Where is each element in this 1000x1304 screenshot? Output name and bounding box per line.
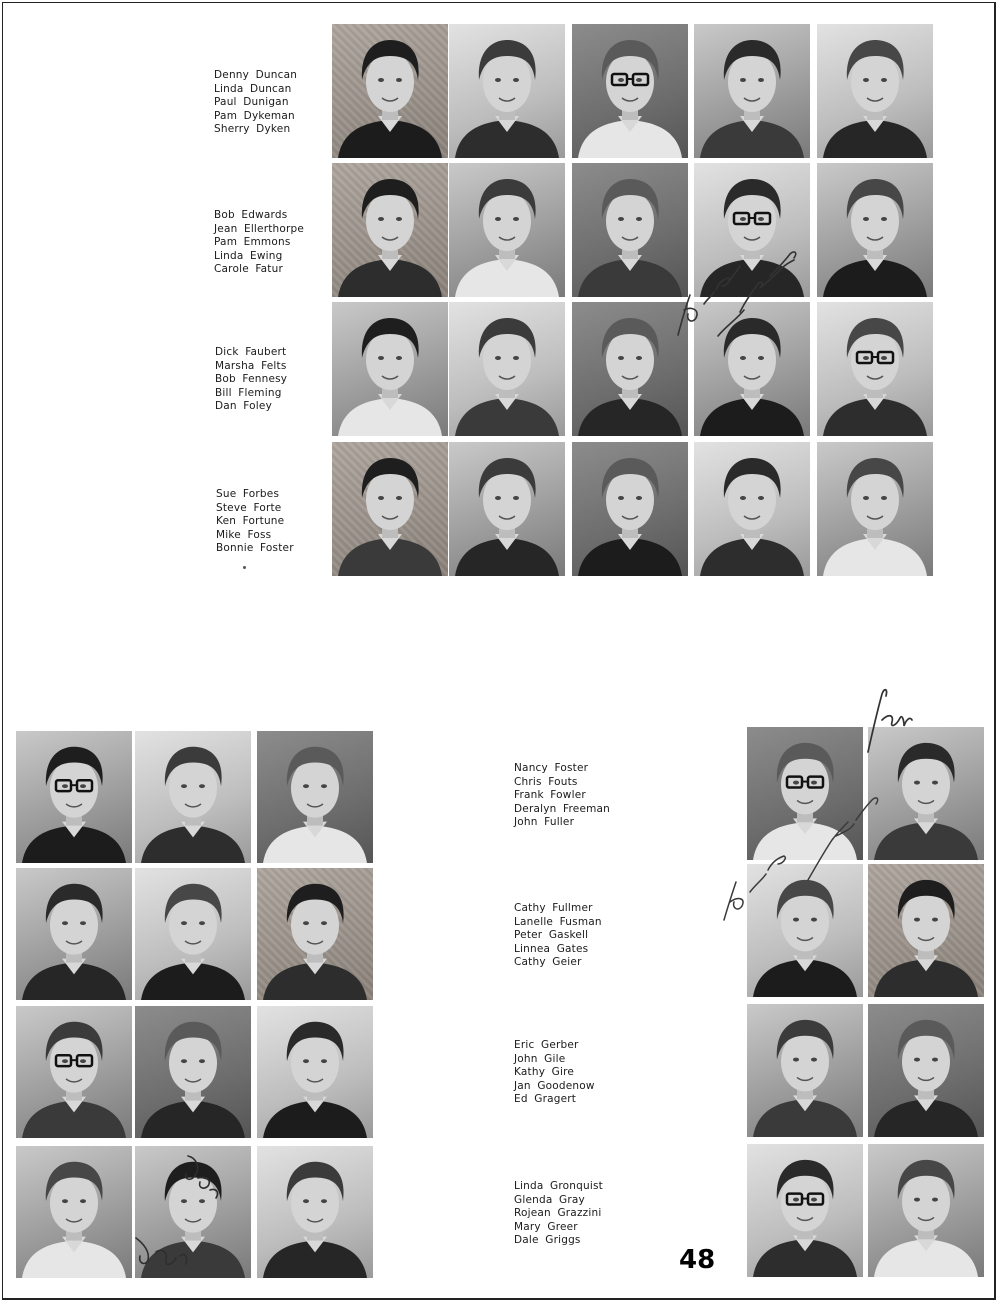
signature-love-bottom-left [126, 1148, 236, 1278]
student-portrait [449, 442, 565, 576]
student-portrait [747, 1144, 863, 1277]
student-name: Bill Fleming [215, 386, 282, 399]
student-name: Linda Gronquist [514, 1180, 603, 1192]
student-name: Deralyn Freeman [514, 802, 611, 815]
student-portrait [16, 1146, 132, 1278]
student-portrait [817, 163, 933, 297]
portrait-silhouette [135, 731, 251, 863]
student-name: Linda Duncan [214, 82, 292, 95]
student-name: Bob Fennesy [215, 373, 288, 386]
portrait-silhouette [817, 24, 933, 158]
portrait-silhouette [16, 1006, 132, 1138]
portrait-silhouette [16, 868, 132, 1000]
student-name: Cathy Fullmer [514, 902, 593, 914]
student-portrait [449, 163, 565, 297]
name-list-bottom-4 [514, 1180, 603, 1248]
portrait-silhouette [16, 731, 132, 863]
portrait-silhouette [817, 302, 933, 436]
student-name: Dan Foley [215, 400, 272, 413]
student-portrait [16, 1006, 132, 1138]
student-portrait [449, 302, 565, 436]
student-name: Lanelle Fusman [514, 915, 602, 928]
student-portrait [572, 24, 688, 158]
student-name: Nancy Foster [514, 762, 589, 774]
signature-love-deralyn [716, 770, 896, 930]
student-name: Sue Forbes [216, 488, 280, 500]
student-portrait [332, 442, 448, 576]
student-name: Dale Griggs [514, 1234, 581, 1247]
portrait-silhouette [694, 442, 810, 576]
portrait-silhouette [449, 302, 565, 436]
portrait-silhouette [257, 868, 373, 1000]
portrait-silhouette [572, 24, 688, 158]
name-list-top-4 [216, 488, 294, 556]
stray-mark [243, 566, 246, 569]
student-name: Dick Faubert [215, 346, 287, 358]
student-name: Paul Dunigan [214, 96, 289, 109]
student-portrait [257, 868, 373, 1000]
signature-love-linda [660, 240, 810, 350]
student-name: Marsha Felts [215, 359, 287, 372]
student-portrait [332, 24, 448, 158]
portrait-silhouette [332, 163, 448, 297]
portrait-silhouette [449, 442, 565, 576]
portrait-silhouette [332, 24, 448, 158]
student-name: Cathy Geier [514, 956, 582, 969]
portrait-silhouette [449, 24, 565, 158]
student-portrait [817, 24, 933, 158]
student-name: Linnea Gates [514, 942, 589, 955]
student-name: Jean Ellerthorpe [214, 222, 305, 235]
portrait-silhouette [257, 1006, 373, 1138]
student-name: Ed Gragert [514, 1093, 577, 1106]
name-list-bottom-3 [514, 1039, 595, 1107]
student-portrait [868, 1144, 984, 1277]
student-name: Glenda Gray [514, 1193, 585, 1206]
student-portrait [694, 442, 810, 576]
portrait-silhouette [16, 1146, 132, 1278]
portrait-silhouette [135, 1006, 251, 1138]
student-portrait [817, 302, 933, 436]
student-portrait [257, 1146, 373, 1278]
portrait-silhouette [332, 302, 448, 436]
student-name: Rojean Grazzini [514, 1207, 602, 1220]
student-name: Ken Fortune [216, 515, 285, 528]
page-number: 48 [679, 1245, 716, 1275]
student-portrait [332, 302, 448, 436]
student-name: Jan Goodenow [514, 1079, 595, 1092]
name-list-top-1 [214, 69, 297, 137]
name-list-top-2 [214, 209, 304, 277]
portrait-silhouette [332, 442, 448, 576]
student-portrait [572, 442, 688, 576]
portrait-silhouette [694, 24, 810, 158]
student-name: Mary Greer [514, 1220, 578, 1233]
student-portrait [16, 731, 132, 863]
portrait-silhouette [868, 1004, 984, 1137]
portrait-silhouette [817, 163, 933, 297]
student-name: Steve Forte [216, 501, 282, 514]
student-name: Carole Fatur [214, 263, 283, 276]
portrait-silhouette [257, 1146, 373, 1278]
portrait-silhouette [135, 868, 251, 1000]
student-portrait [135, 731, 251, 863]
student-name: Mike Foss [216, 528, 272, 541]
student-portrait [16, 868, 132, 1000]
name-list-top-3 [215, 346, 287, 414]
portrait-silhouette [449, 163, 565, 297]
student-name: John Gile [514, 1052, 566, 1065]
student-portrait [747, 1004, 863, 1137]
portrait-silhouette [747, 1004, 863, 1137]
student-portrait [257, 731, 373, 863]
student-portrait [332, 163, 448, 297]
portrait-silhouette [257, 731, 373, 863]
portrait-silhouette [572, 442, 688, 576]
portrait-silhouette [747, 1144, 863, 1277]
student-name: Bonnie Foster [216, 542, 294, 555]
student-portrait [694, 24, 810, 158]
student-name: Sherry Dyken [214, 123, 291, 136]
student-name: Linda Ewing [214, 249, 283, 262]
name-list-bottom-1 [514, 762, 610, 830]
student-portrait [135, 1006, 251, 1138]
student-portrait [817, 442, 933, 576]
student-name: Kathy Gire [514, 1066, 575, 1079]
signature-john [858, 680, 918, 760]
student-name: Pam Dykeman [214, 109, 295, 122]
student-portrait [257, 1006, 373, 1138]
portrait-silhouette [817, 442, 933, 576]
student-portrait [868, 1004, 984, 1137]
student-name: Peter Gaskell [514, 929, 589, 942]
student-name: Eric Gerber [514, 1039, 579, 1051]
student-portrait [449, 24, 565, 158]
student-name: Bob Edwards [214, 209, 288, 221]
student-portrait [135, 868, 251, 1000]
student-name: Frank Fowler [514, 789, 586, 802]
student-name: Pam Emmons [214, 236, 291, 249]
portrait-silhouette [868, 1144, 984, 1277]
student-name: Chris Fouts [514, 775, 578, 788]
name-list-bottom-2 [514, 902, 602, 970]
student-name: Denny Duncan [214, 69, 298, 81]
student-name: John Fuller [514, 816, 575, 829]
